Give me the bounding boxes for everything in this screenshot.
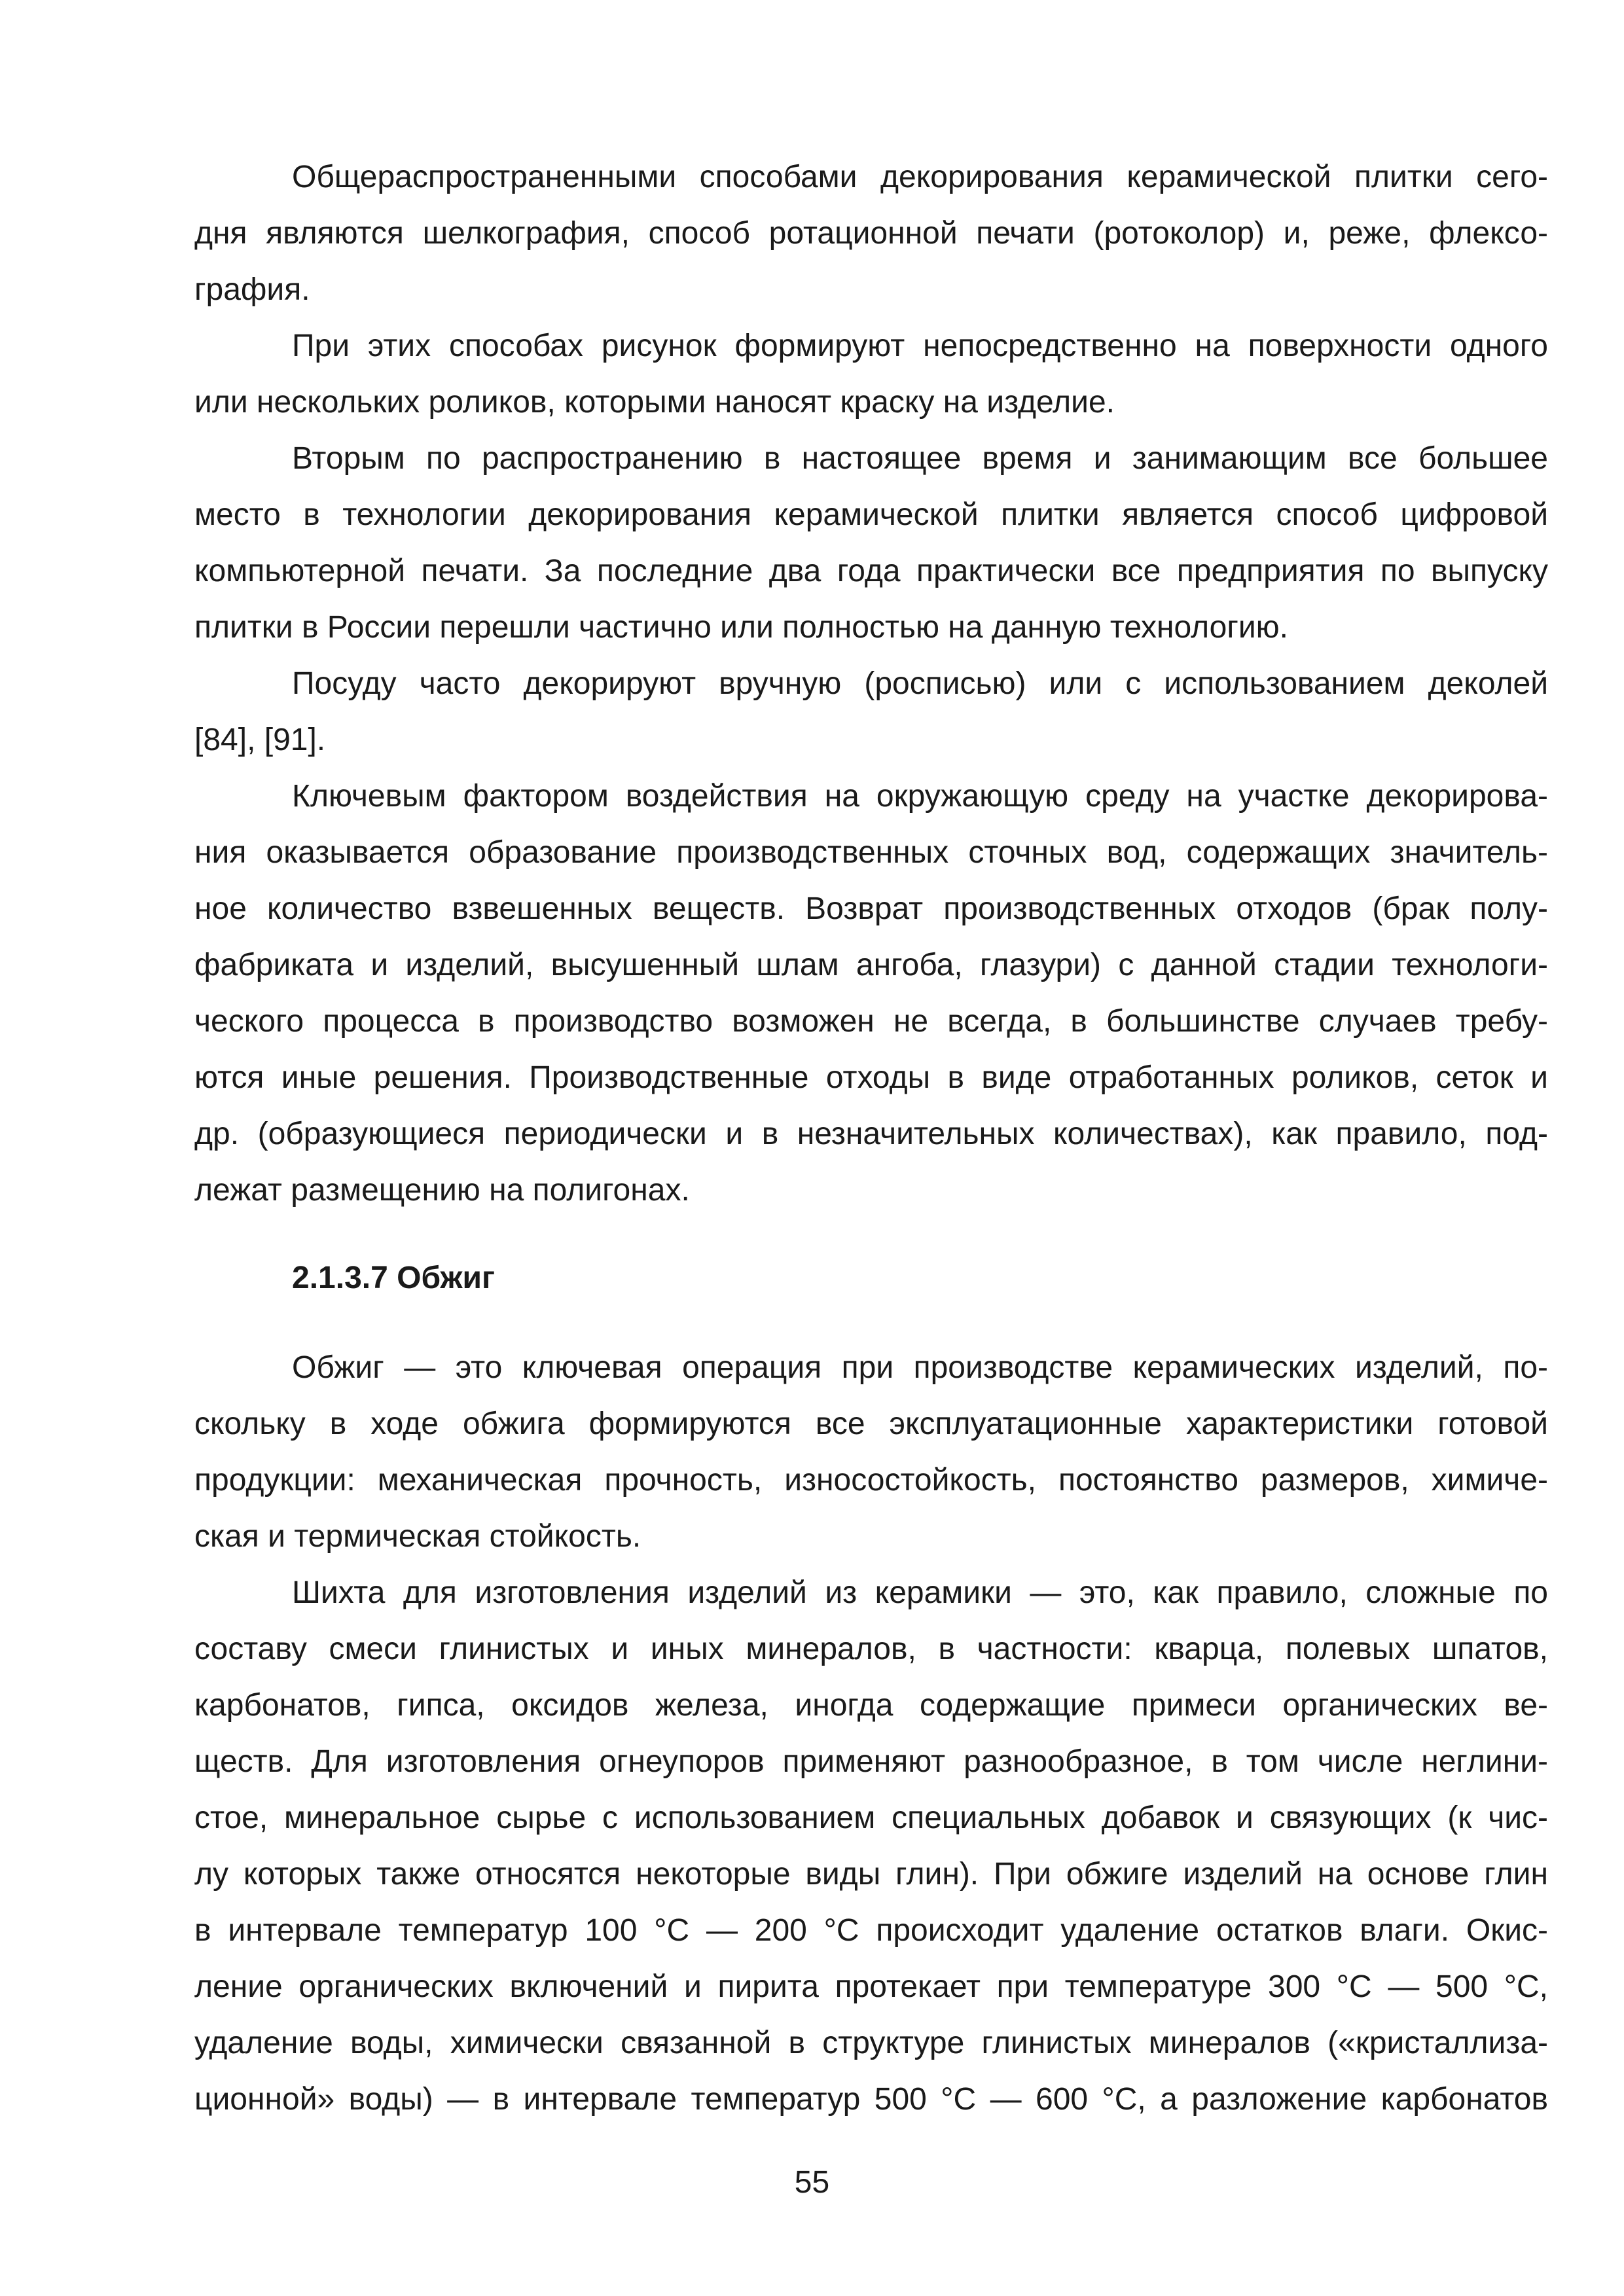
text-section-decorating	[194, 149, 1548, 1219]
text-line: др. (образующиеся периодически и в незначительных количествах), как правило, под-	[194, 1117, 1548, 1151]
text-line: лежат размещению на полигонах.	[194, 1173, 690, 1208]
text-line: графия.	[194, 272, 310, 307]
page-number: 55	[794, 2165, 830, 2200]
text-line: лу которых также относятся некоторые виды глин). При обжиге изделий на основе глин	[194, 1857, 1548, 1892]
text-line: дня являются шелкография, способ ротационной печати (ротоколор) и, реже, флексо-	[194, 216, 1548, 251]
text-line: ются иные решения. Производственные отходы в виде отработанных роликов, сеток и	[194, 1060, 1548, 1095]
text-line: [84], [91].	[194, 723, 326, 757]
text-line: ционной» воды) — в интервале температур 500 °С — 600 °С, а разложение карбонатов	[194, 2082, 1548, 2117]
text-line: место в технологии декорирования керамической плитки является способ цифровой	[194, 497, 1548, 532]
text-line: или нескольких роликов, которыми наносят краску на изделие.	[194, 385, 1115, 420]
text-line: ния оказывается образование производственных сточных вод, содержащих значитель-	[194, 835, 1548, 870]
text-line: Общераспространенными способами декорирования керамической плитки сего-	[292, 160, 1548, 194]
text-line: в интервале температур 100 °С — 200 °С происходит удаление остатков влаги. Окис-	[194, 1913, 1548, 1948]
text-line: Обжиг — это ключевая операция при производстве керамических изделий, по-	[292, 1350, 1548, 1385]
text-line: Шихта для изготовления изделий из керамики — это, как правило, сложные по	[292, 1575, 1548, 1610]
text-line: плитки в России перешли частично или полностью на данную технологию.	[194, 610, 1288, 645]
text-line: стое, минеральное сырье с использованием специальных добавок и связующих (к чис-	[194, 1801, 1548, 1835]
text-line: компьютерной печати. За последние два года практически все предприятия по выпуску	[194, 554, 1548, 588]
text-line: ческого процесса в производство возможен не всегда, в большинстве случаев требу-	[194, 1004, 1548, 1039]
text-line: карбонатов, гипса, оксидов железа, иногда содержащие примеси органических ве-	[194, 1688, 1548, 1723]
text-line: ное количество взвешенных веществ. Возврат производственных отходов (брак полу-	[194, 891, 1548, 926]
section-heading: 2.1.3.7 Обжиг	[292, 1261, 496, 1295]
text-line: продукции: механическая прочность, износостойкость, постоянство размеров, химиче-	[194, 1463, 1548, 1498]
text-line: При этих способах рисунок формируют непосредственно на поверхности одного	[292, 329, 1548, 363]
text-line: ществ. Для изготовления огнеупоров применяют разнообразное, в том числе неглини-	[194, 1744, 1548, 1779]
text-line: Посуду часто декорируют вручную (росписью) или с использованием деколей	[292, 666, 1548, 701]
text-section-firing	[194, 1340, 1548, 2128]
text-line: ление органических включений и пирита протекает при температуре 300 °С — 500 °С,	[194, 1969, 1548, 2004]
text-line: скольку в ходе обжига формируются все эксплуатационные характеристики готовой	[194, 1407, 1548, 1441]
text-line: Вторым по распространению в настоящее время и занимающим все большее	[292, 441, 1548, 476]
text-line: удаление воды, химически связанной в структуре глинистых минералов («кристаллиза-	[194, 2026, 1548, 2060]
text-line: фабриката и изделий, высушенный шлам ангоба, глазури) с данной стадии технологи-	[194, 948, 1548, 982]
text-line: составу смеси глинистых и иных минералов, в частности: кварца, полевых шпатов,	[194, 1632, 1548, 1666]
text-line: ская и термическая стойкость.	[194, 1519, 641, 1554]
text-line: Ключевым фактором воздействия на окружающую среду на участке декорирова-	[292, 779, 1548, 814]
